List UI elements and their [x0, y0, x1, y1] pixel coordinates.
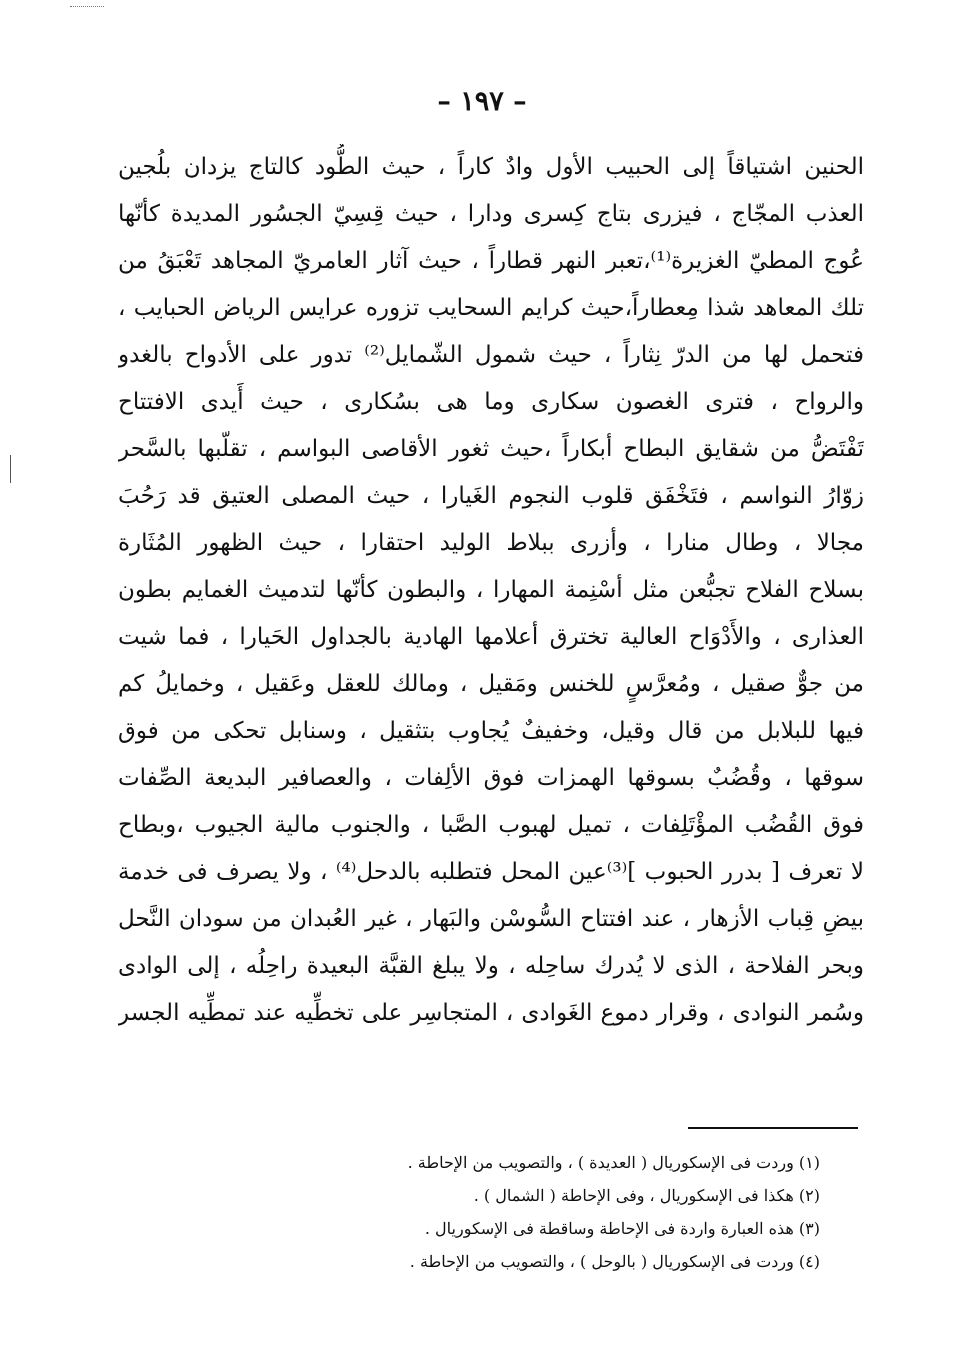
- text-line: تلك المعاهد شذا مِعطاراً،حيث كرايم السحايب تزوره عرايس الرياض الحبايب ،: [118, 295, 864, 321]
- text-line: فوق القُضُب المؤْتَلِفات ، تميل لهبوب الصَّبا ، والجنوب مالية الجيوب ،وبطاح: [118, 812, 864, 838]
- text-line: فتحمل لها من الدرّ نِثاراً ، حيث شمول الشّمايل⁽²⁾ تدور على الأدواح بالغدو: [118, 342, 864, 368]
- footnote: (١) وردت فى الإسكوريال ( العديدة ) ، والتصويب من الإحاطة .: [407, 1153, 820, 1172]
- text-line: العذارى ، والأَدْوَاح العالية تخترق أعلامها الهادية بالجداول الحَيارا ، فما شيت: [118, 624, 864, 650]
- text-line: وسُمر النوادى ، وقرار دموع الغَوادى ، المتجاسِر على تخطِّيه عند تمطِّيه الجسر: [118, 1000, 864, 1026]
- text-line: مجالا ، وطال منارا ، وأزرى ببلاط الوليد احتقارا ، حيث الظهور المُثَارة: [118, 530, 864, 556]
- text-line: لا تعرف [ بدرر الحبوب ]⁽³⁾عين المحل فتطلبه بالدحل⁽⁴⁾ ، ولا يصرف فى خدمة: [118, 859, 864, 885]
- page-number: – ١٩٧ –: [437, 86, 527, 117]
- text-line: والرواح ، فترى الغصون سكارى وما هى بسُكارى ، حيث أَيدى الافتتاح: [118, 389, 864, 415]
- text-line: الحنين اشتياقاً إلى الحبيب الأول وادٌ كاراً ، حيث الطُّود كالتاج يزدان بلُجين: [118, 154, 864, 180]
- footnote: (٢) هكذا فى الإسكوريال ، وفى الإحاطة ( الشمال ) .: [473, 1186, 820, 1205]
- scan-corner-mark: [70, 6, 104, 7]
- footnotes: [300, 1146, 820, 1278]
- text-line: زوّارُ النواسم ، فتَخْفَق قلوب النجوم الغَيارا ، حيث المصلى العتيق قد رَحُبَ: [118, 483, 864, 509]
- text-line: وبحر الفلاحة ، الذى لا يُدرك ساحِله ، ولا يبلغ القبَّة البعيدة راحِلُه ، إلى الوادى: [118, 953, 864, 979]
- text-line: عُوج المطيّ الغزيرة⁽¹⁾،تعبر النهر قطاراً ، حيث آثار العامريّ المجاهد تَعْبَقُ من: [118, 248, 864, 274]
- main-text: [118, 144, 864, 1037]
- text-line: من جوٌّ صقيل ، ومُعرَّسٍ للخنس ومَقيل ، ومالك للعقل وعَقيل ، وخمايلُ كم: [118, 671, 864, 697]
- footnote-separator: [688, 1127, 858, 1129]
- scan-margin-mark: [10, 455, 11, 483]
- text-line: العذب المجّاج ، فيزرى بتاج كِسرى ودارا ، حيث قِسِيّ الجسُور المديدة كأنّها: [118, 201, 864, 227]
- text-line: تَفْتَضُّ من شقايق البطاح أبكاراً ،حيث ثغور الأقاصى البواسم ، تقلّبها بالسَّحر: [118, 436, 864, 462]
- text-line: فيها للبلابل من قال وقيل، وخفيفٌ يُجاوب بتثقيل ، وسنابل تحكى من فوق: [118, 718, 864, 744]
- footnote: (٣) هذه العبارة واردة فى الإحاطة وساقطة فى الإسكوريال .: [424, 1219, 820, 1238]
- text-line: بيضِ قِباب الأزهار ، عند افتتاح السُّوسْن والبَهار ، غير العُبدان من سودان النَّحل: [118, 906, 864, 932]
- footnote: (٤) وردت فى الإسكوريال ( بالوحل ) ، والتصويب من الإحاطة .: [409, 1252, 820, 1271]
- text-line: سوقها ، وقُضُبٌ بسوقها الهمزات فوق الألِفات ، والعصافير البديعة الصِّفات: [118, 765, 864, 791]
- text-line: بسلاح الفلاح تجبُّعن مثل أسْنِمة المهارا ، والبطون كأنّها لتدميث الغمايم بطون: [118, 577, 864, 603]
